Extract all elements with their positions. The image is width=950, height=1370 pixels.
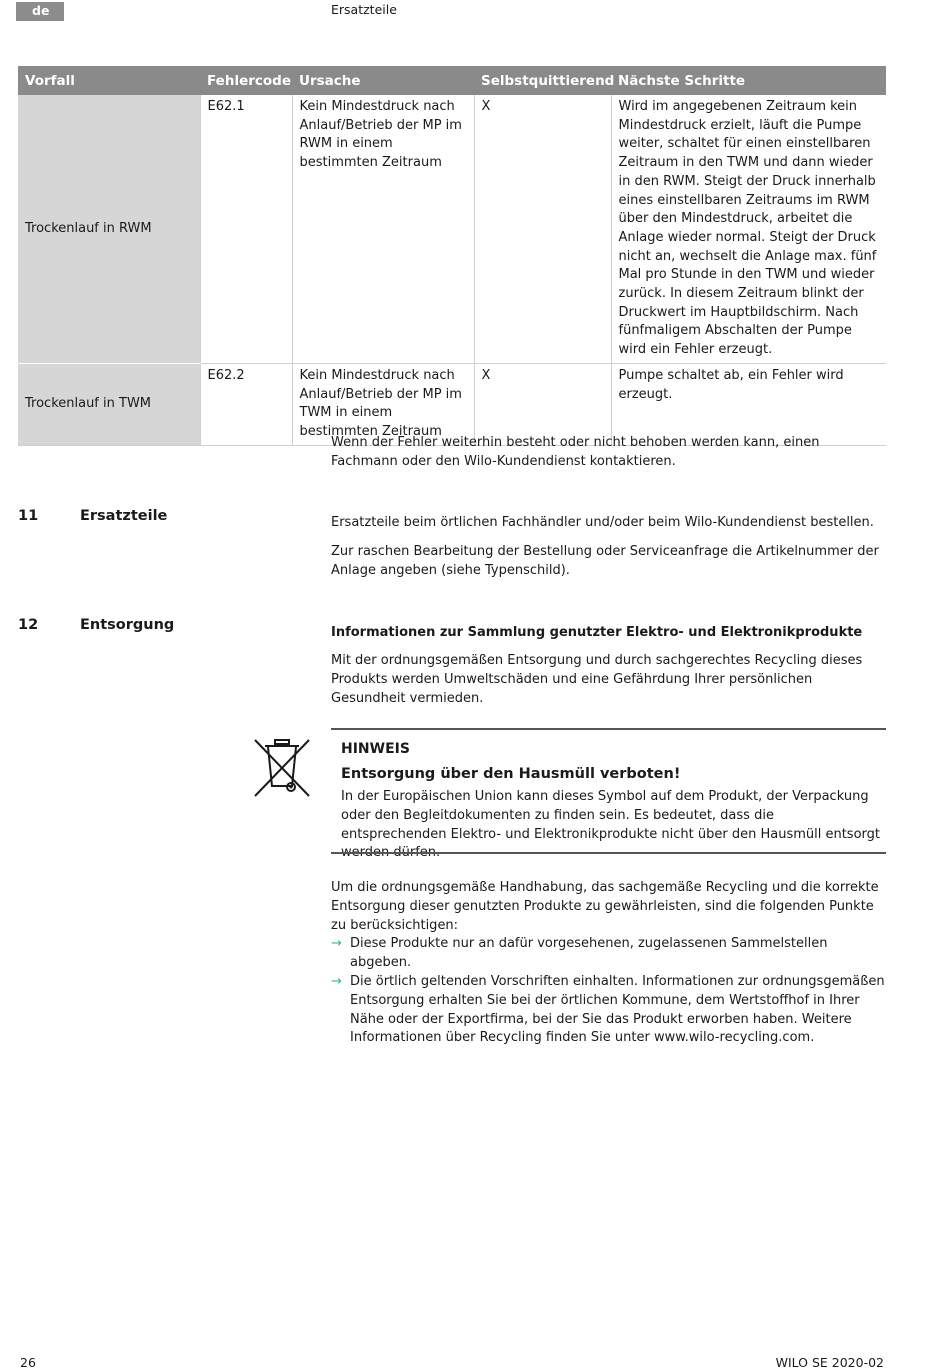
section-number: 12 xyxy=(18,617,39,633)
notice-text: In der Europäischen Union kann dieses Symbol auf dem Produkt, der Verpackung oder den Begleitdokumenten zu finden sein. Es bedeutet, dass die entsprechenden Elektro- und Elektronikprodukte nicht über den Hausmüll entsorgt xyxy=(341,789,880,842)
arrow-right-icon: → xyxy=(331,973,342,989)
intro-paragraph: Mit der ordnungsgemäßen Entsorgung und durch sachgerechtes Recycling dieses Produkts werden Umweltschäden und eine Gefährdung Ihrer persönlichen Gesundheit vermieden. xyxy=(331,653,863,706)
error-table xyxy=(18,66,886,446)
table-header-row xyxy=(18,66,886,95)
list-item xyxy=(331,973,886,1048)
language-tab: de xyxy=(16,2,64,21)
cause-cell: Kein Mindestdruck nach Anlauf/Betrieb der MP im TWM in einem bestimmten Zeitraum xyxy=(292,363,474,445)
subheading: Informationen zur Sammlung genutzter Elektro- und Elektronikprodukte xyxy=(331,625,863,640)
self-ack-cell: X xyxy=(474,363,611,445)
next-steps-cell: Pumpe schaltet ab, ein Fehler wird erzeugt. xyxy=(611,363,886,445)
column-header: Vorfall xyxy=(18,66,200,95)
notice-bottom-rule xyxy=(331,852,886,854)
self-ack-cell: X xyxy=(474,95,611,363)
column-header: Ursache xyxy=(292,66,474,95)
bullet-text: Die örtlich geltenden Vorschriften einhalten. Informationen zur ordnungsgemäßen Entsorgung erhalten Sie bei der örtlichen Kommune, dem Wertstoffhof in Ihrer Nähe oder der Exportfirma, bei der Sie das Produkt erworben haben. Weitere Informationen über Recycling finden Sie unter www.wilo-recycling.com. xyxy=(350,973,885,1046)
section-title: Ersatzteile xyxy=(80,508,168,524)
notice-top-rule xyxy=(331,728,886,730)
table-after-note: Wenn der Fehler weiterhin besteht oder nicht behoben werden kann, einen Fachmann oder den Wilo-Kundendienst kontaktieren. xyxy=(331,435,820,469)
column-header: Fehlercode xyxy=(200,66,292,95)
event-cell: Trockenlauf in RWM xyxy=(18,95,200,363)
event-cell: Trockenlauf in TWM xyxy=(18,363,200,445)
cause-cell: Kein Mindestdruck nach Anlauf/Betrieb der MP im RWM in einem bestimmten Zeitraum xyxy=(292,95,474,363)
bullet-text: Diese Produkte nur an dafür vorgesehenen, zugelassenen Sammelstellen abgeben. xyxy=(350,936,828,971)
code-cell: E62.2 xyxy=(200,363,292,445)
crossed-out-wheelie-bin-icon xyxy=(253,738,311,798)
table-row xyxy=(18,95,886,363)
header-section-title: Ersatzteile xyxy=(331,2,397,17)
section-number: 11 xyxy=(18,508,39,524)
column-header: Nächste Schritte xyxy=(611,66,886,95)
arrow-right-icon: → xyxy=(331,936,342,952)
body-text: Um die ordnungsgemäße Handhabung, das sachgemäße Recycling und die korrekte Entsorgung dieser genutzten Produkte zu gewährleisten, sind die folgenden Punkte zu berücksichtigen: xyxy=(331,880,879,933)
notice-label: HINWEIS xyxy=(341,741,410,757)
section-paragraph: Ersatzteile beim örtlichen Fachhändler und/oder beim Wilo-Kundendienst bestellen. xyxy=(331,515,874,530)
bullet-list xyxy=(331,935,886,1048)
page-number: 26 xyxy=(20,1355,36,1370)
list-item xyxy=(331,935,886,973)
next-steps-cell: Wird im angegebenen Zeitraum kein Mindestdruck erzielt, läuft die Pumpe weiter, schaltet für einen einstellbaren Zeitraum in den TWM und dann wieder in den RWM. Steigt der Druck innerhalb eines einstellbaren Zeitraums im RWM über den Mindestdruck, arbeitet die Anlage wieder normal. Steigt der Druck nicht an, wechselt die Anlage max. fünf Mal pro Stunde in den TWM und wieder zurück. In diesem Zeitraum blinkt der Druckwert im Hauptbildschirm. Nach fünfmaligem Abschalten der Pumpe wird ein Fehler erzeugt. xyxy=(611,95,886,363)
notice-title: Entsorgung über den Hausmüll verboten! xyxy=(341,766,681,782)
section-paragraph: Zur raschen Bearbeitung der Bestellung oder Serviceanfrage die Artikelnummer der Anlage angeben (siehe Typenschild). xyxy=(331,544,879,578)
code-cell: E62.1 xyxy=(200,95,292,363)
column-header: Selbstquittierend xyxy=(474,66,611,95)
footer-doc-id: WILO SE 2020-02 xyxy=(775,1355,884,1370)
body-paragraph xyxy=(331,879,886,1048)
section-title: Entsorgung xyxy=(80,617,175,633)
